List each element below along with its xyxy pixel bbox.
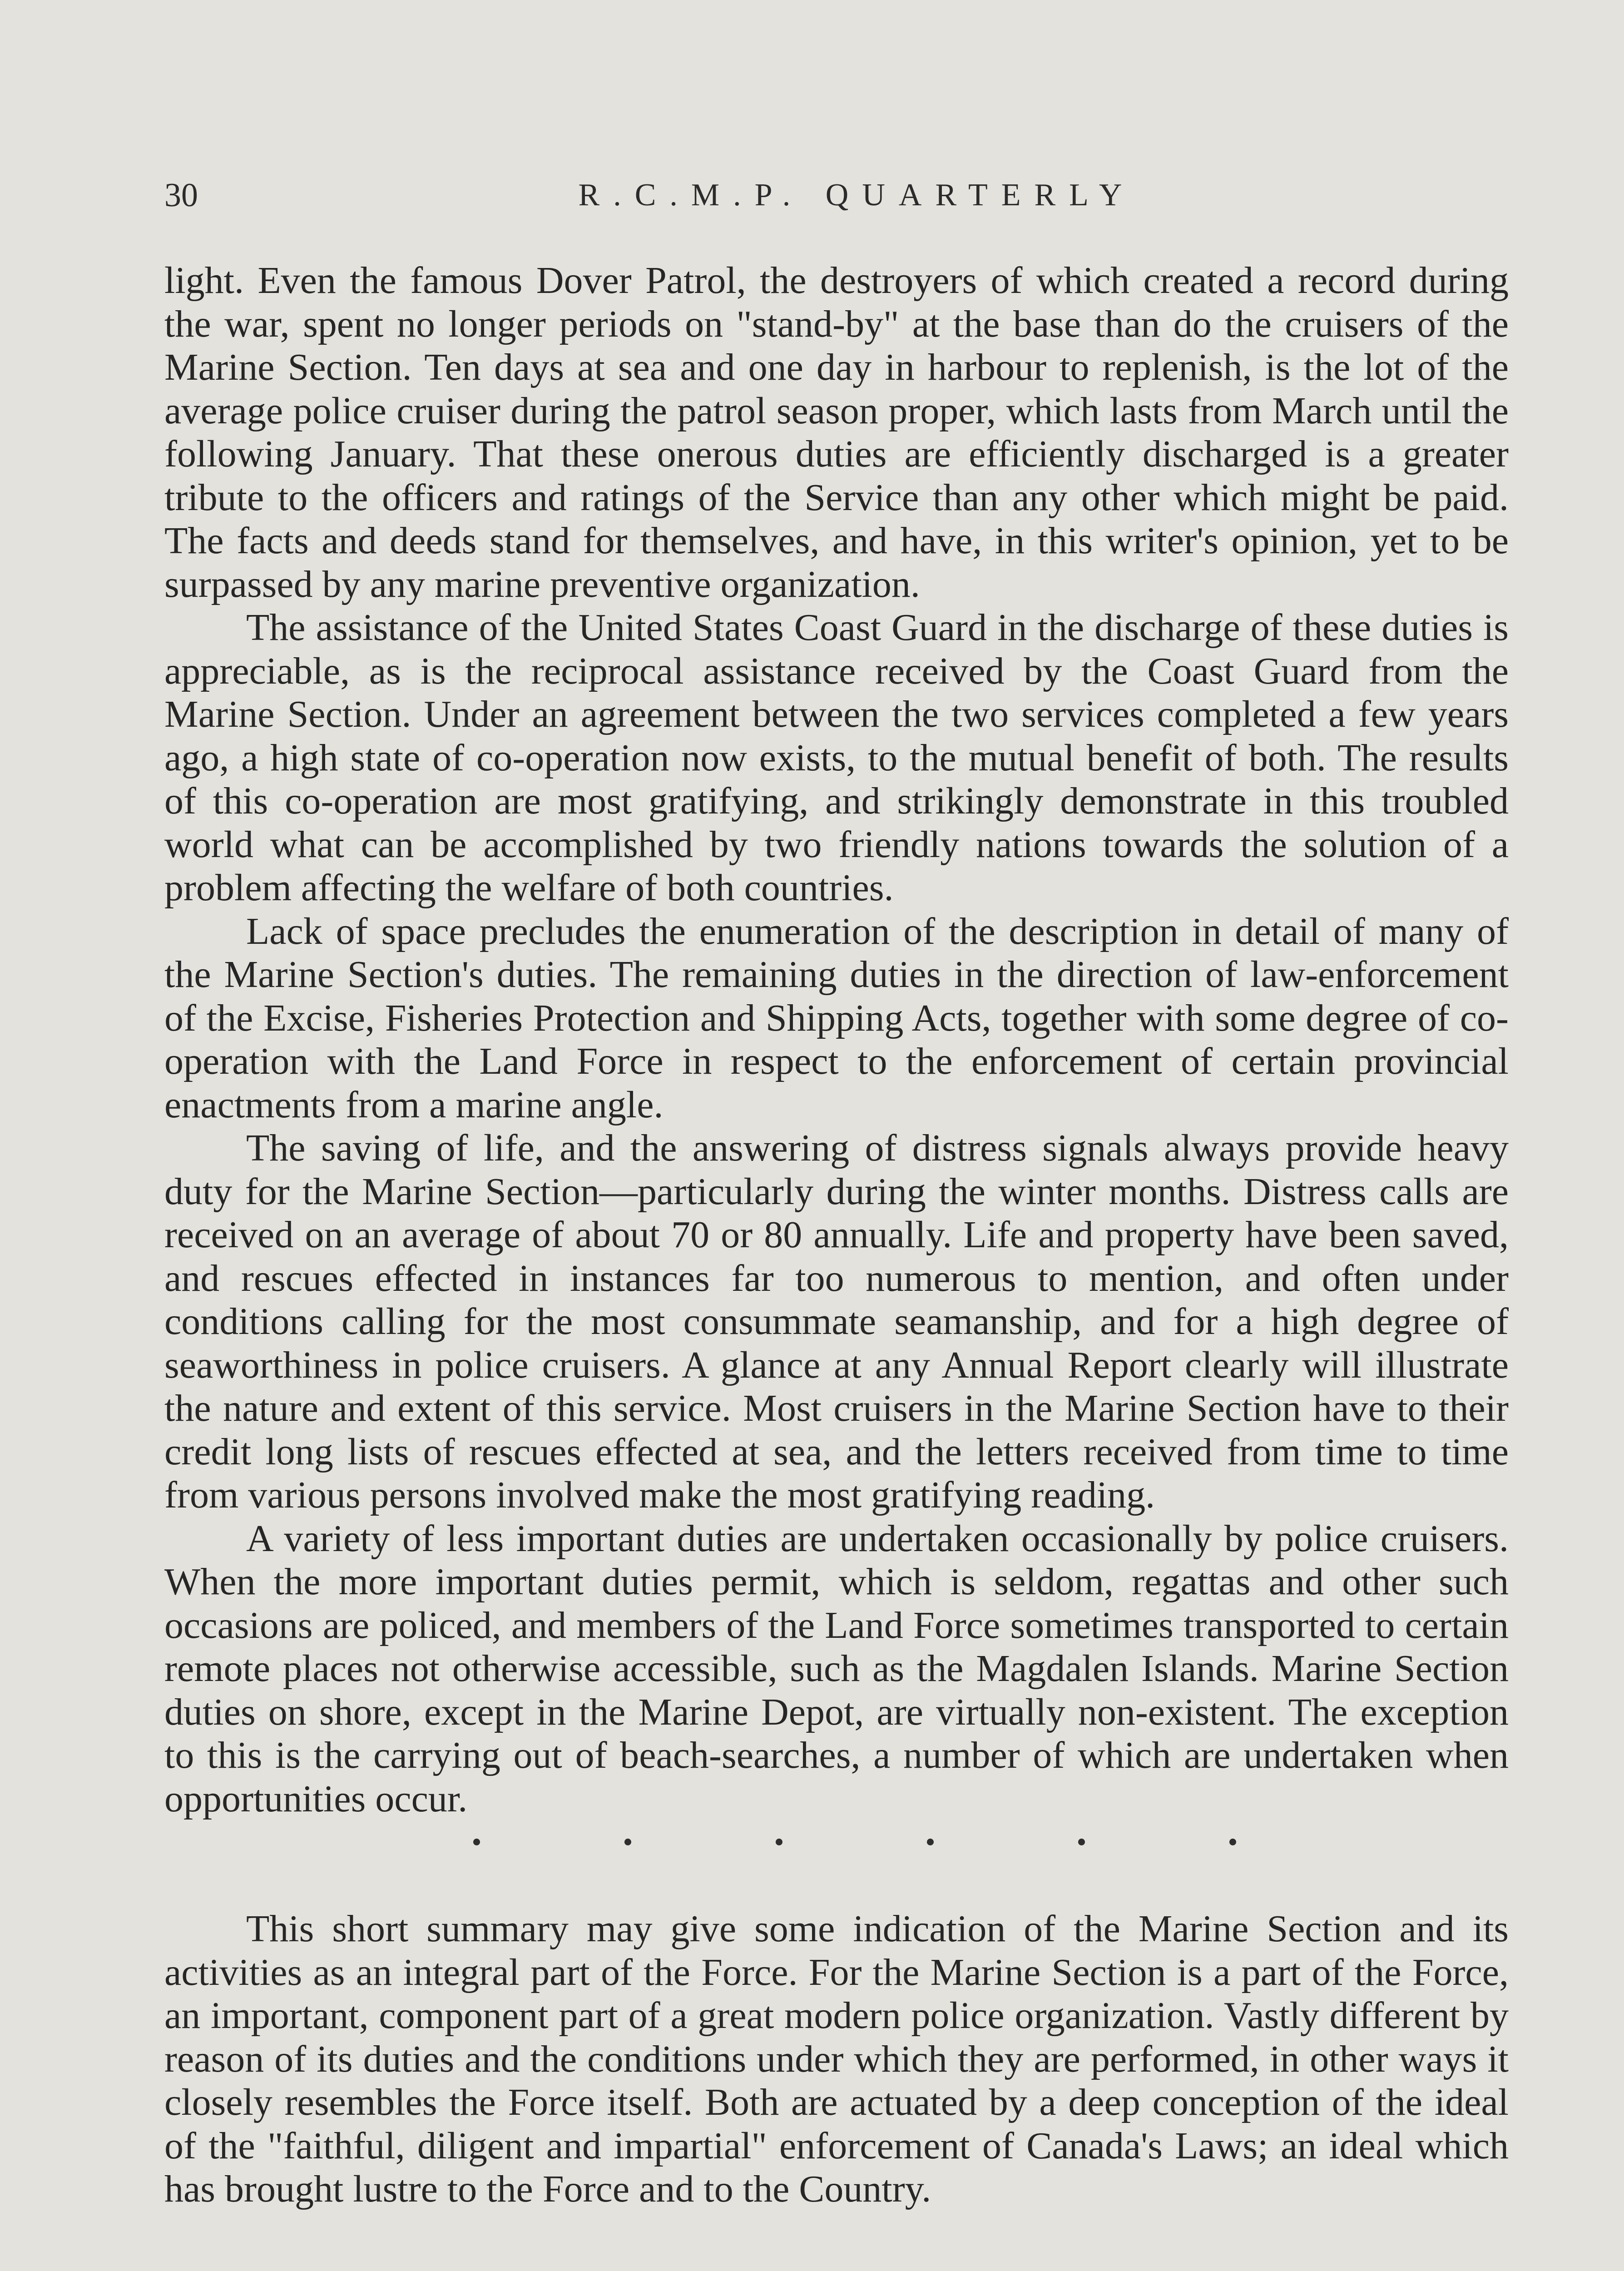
ornament-dot: [624, 1839, 631, 1845]
page-number: 30: [164, 177, 198, 214]
paragraph-summary: This short summary may give some indication of the Marine Section and its activities as an integral part of the Force. For the Marine Section is a part of the Force, an important, component part of a great modern police organization. Vastly different by reason of its duties and the conditions under which they are performed, in other ways it closely resembles the Force itself. Both are actuated by a deep conception of the ideal of the "faithful, diligent and impartial" enforcement of Canada's Laws; an ideal which has brought lustre to the Force and to the Country.: [164, 1908, 1509, 2210]
paragraph-continued: light. Even the famous Dover Patrol, the destroyers of which created a record during the war, spent no longer periods on "stand-by" at the base than do the cruisers of the Marine Section. Ten days at sea and one day in harbour to replenish, is the lot of the average police cruiser during the patrol season proper, which lasts from March until the following January. That these onerous duties are efficiently discharged is a greater tribute to the officers and ratings of the Service than any other which might be paid. The facts and deeds stand for themselves, and have, in this writer's opinion, yet to be surpassed by any marine preventive organization.: [164, 259, 1509, 605]
ornament-dot: [473, 1839, 480, 1845]
section-break-dots: [473, 1820, 1236, 1907]
ornament-dot: [1078, 1839, 1085, 1845]
paragraph: A variety of less important duties are undertaken occasionally by police cruisers. When the more important duties permit, which is seldom, regattas and other such occasions are policed, and members of the Land Force sometimes transported to certain remote places not otherwise accessible, such as the Magdalen Islands. Marine Section duties on shore, except in the Marine Depot, are virtually non-existent. The exception to this is the carrying out of beach-searches, a number of which are undertaken when opportunities occur.: [164, 1517, 1509, 1820]
article-body: [164, 259, 1509, 2211]
paragraph: The saving of life, and the answering of distress signals always provide heavy duty for the Marine Section—particularly during the winter months. Distress calls are received on an average of about 70 or 80 annually. Life and property have been saved, and rescues effected in instances far too numerous to mention, and often under conditions calling for the most consummate seamanship, and for a high degree of seaworthiness in police cruisers. A glance at any Annual Report clearly will illustrate the nature and extent of this service. Most cruisers in the Marine Section have to their credit long lists of rescues effected at sea, and the letters received from time to time from various persons involved make the most gratifying reading.: [164, 1127, 1509, 1516]
journal-title: R.C.M.P. QUARTERLY: [578, 178, 1136, 213]
ornament-dot: [776, 1839, 782, 1845]
paragraph: Lack of space precludes the enumeration of the description in detail of many of the Marine Section's duties. The remaining duties in the direction of law-enforcement of the Excise, Fisheries Protection and Shipping Acts, together with some degree of co-operation with the Land Force in respect to the enforcement of certain provincial enactments from a marine angle.: [164, 910, 1509, 1126]
ornament-dot: [1229, 1839, 1236, 1845]
ornament-dot: [927, 1839, 934, 1845]
paragraph: The assistance of the United States Coast Guard in the discharge of these duties is appreciable, as is the reciprocal assistance received by the Coast Guard from the Marine Section. Under an agreement between the two services completed a few years ago, a high state of co-operation now exists, to the mutual benefit of both. The results of this co-operation are most gratifying, and strikingly demonstrate in this troubled world what can be accomplished by two friendly nations towards the solution of a problem affecting the welfare of both countries.: [164, 606, 1509, 909]
running-head: [164, 173, 1509, 223]
